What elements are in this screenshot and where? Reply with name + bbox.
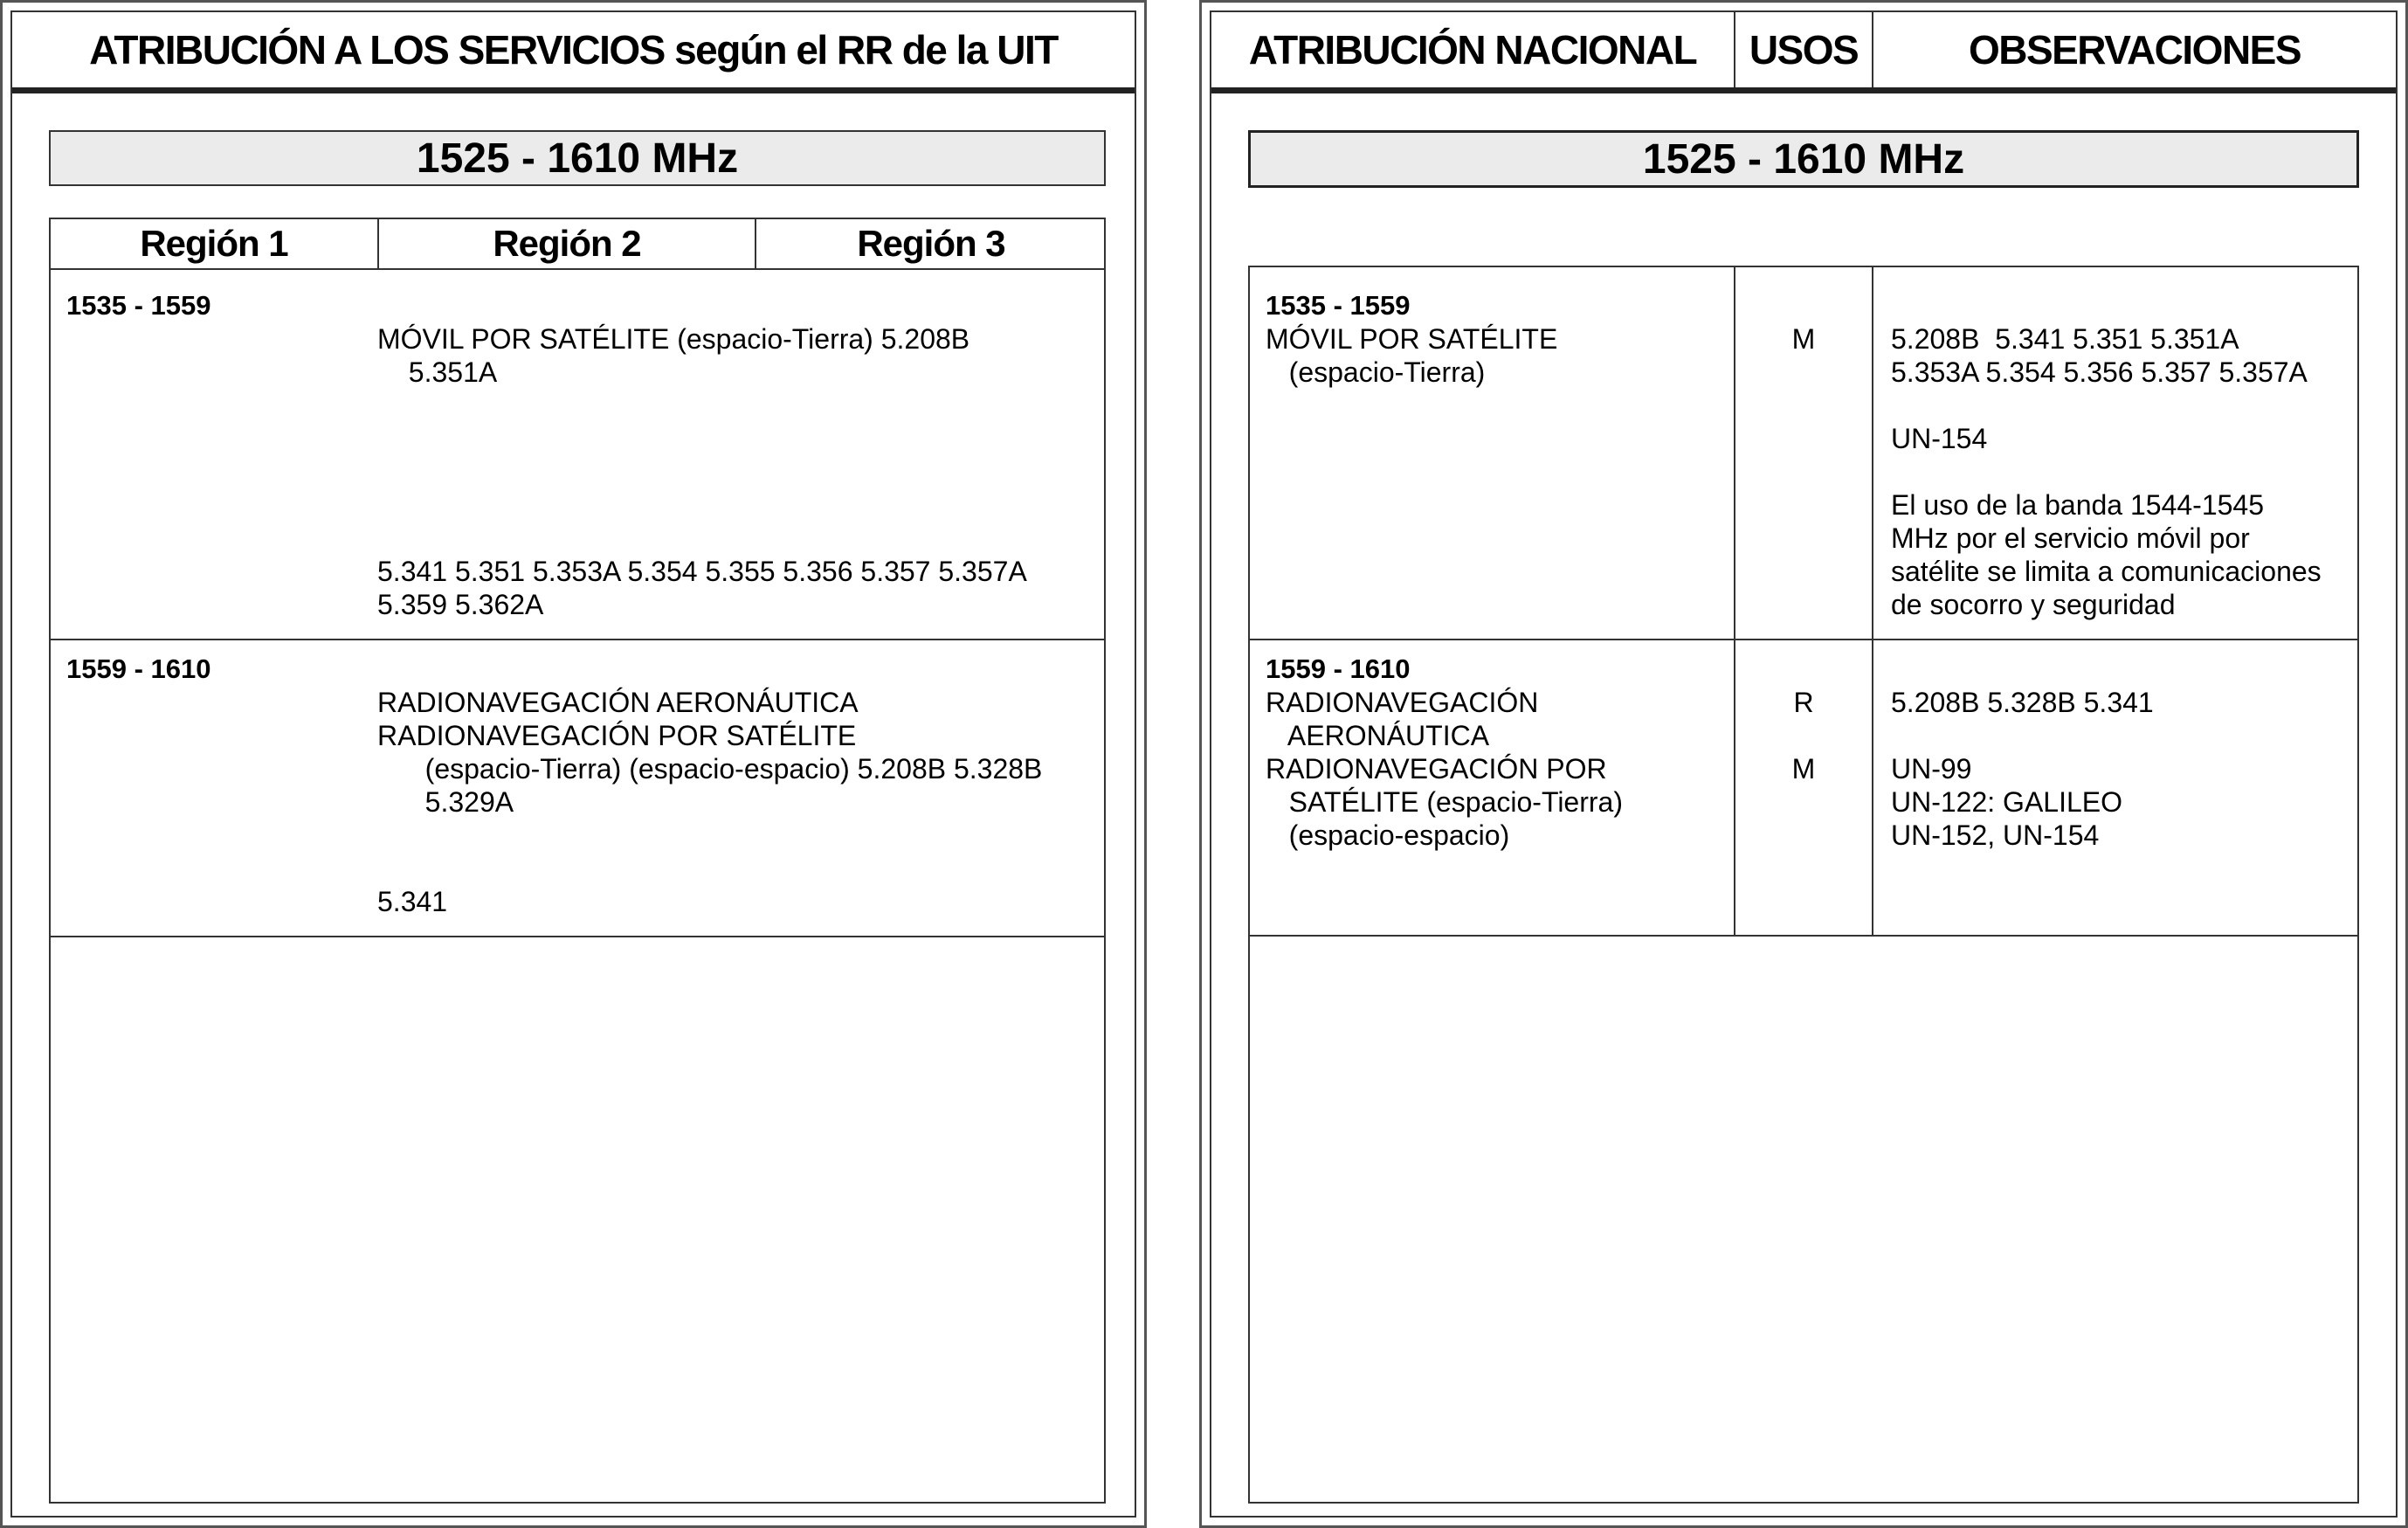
header-observaciones: OBSERVACIONES	[1968, 27, 2301, 73]
national-header	[1211, 12, 2396, 93]
row-divider	[51, 268, 1104, 270]
obs-line: 5.353A 5.354 5.356 5.357 5.357A	[1891, 356, 2308, 388]
row-divider	[51, 936, 1104, 937]
itu-header	[12, 12, 1135, 93]
obs-line: 5.208B 5.328B 5.341	[1891, 687, 2154, 718]
obs-line: MHz por el servicio móvil por	[1891, 522, 2250, 554]
column-divider	[755, 219, 756, 268]
region-1-header: Región 1	[140, 223, 288, 264]
footnote-line: 5.359 5.362A	[377, 589, 544, 620]
itu-page-frame	[10, 10, 1136, 1518]
row-range: 1535 - 1559	[66, 290, 211, 321]
column-divider	[1734, 267, 1735, 935]
national-page-frame	[1210, 10, 2398, 1518]
region-2-header: Región 2	[493, 223, 641, 264]
usos-code: M	[1791, 753, 1816, 785]
service-line: MÓVIL POR SATÉLITE (espacio-Tierra) 5.208B	[377, 323, 970, 355]
service-line: 5.329A	[402, 786, 514, 818]
column-divider	[377, 219, 379, 268]
row-range: 1559 - 1610	[66, 653, 211, 684]
itu-allocation-table	[49, 218, 1106, 1504]
row-divider	[1250, 639, 2357, 640]
obs-line: de socorro y seguridad	[1891, 589, 2176, 620]
region-3-header: Región 3	[857, 223, 1005, 264]
row-divider	[1250, 935, 2357, 937]
header-usos: USOS	[1749, 27, 1859, 73]
obs-line: UN-122: GALILEO	[1891, 786, 2122, 818]
footnote-line: 5.341	[377, 886, 448, 917]
obs-line: satélite se limita a comunicaciones	[1891, 556, 2322, 587]
footnote-line: 5.341 5.351 5.353A 5.354 5.355 5.356 5.357 5.357A	[377, 556, 1027, 587]
national-allocation-table	[1248, 266, 2359, 1504]
row-range: 1559 - 1610	[1266, 653, 1411, 684]
band-title: 1525 - 1610 MHz	[49, 130, 1106, 186]
obs-line: UN-154	[1891, 423, 1988, 454]
column-divider	[1872, 267, 1873, 935]
usos-code: M	[1791, 323, 1816, 355]
service-line: RADIONAVEGACIÓN AERONÁUTICA	[377, 687, 859, 718]
usos-code: R	[1793, 687, 1814, 718]
national-allocation-page	[1199, 0, 2408, 1528]
obs-line: 5.208B 5.341 5.351 5.351A	[1891, 323, 2239, 355]
itu-header-title: ATRIBUCIÓN A LOS SERVICIOS según el RR de la UIT	[89, 27, 1058, 73]
service-line: RADIONAVEGACIÓN POR SATÉLITE	[377, 720, 857, 751]
obs-line: UN-99	[1891, 753, 1972, 785]
row-range: 1535 - 1559	[1266, 290, 1411, 321]
service-line: (espacio-Tierra) (espacio-espacio) 5.208B 5.328B	[402, 753, 1043, 785]
service-line: 5.351A	[393, 356, 498, 388]
band-title: 1525 - 1610 MHz	[1248, 130, 2359, 188]
header-atribucion-nacional: ATRIBUCIÓN NACIONAL	[1248, 27, 1697, 73]
obs-line: UN-152, UN-154	[1891, 819, 2100, 851]
service-line: SATÉLITE (espacio-Tierra)	[1266, 786, 1623, 818]
row-divider	[51, 639, 1104, 640]
obs-line: El uso de la banda 1544-1545	[1891, 489, 2265, 521]
service-line: RADIONAVEGACIÓN POR	[1266, 753, 1607, 785]
service-line: AERONÁUTICA	[1266, 720, 1490, 751]
service-line: MÓVIL POR SATÉLITE	[1266, 323, 1558, 355]
service-line: (espacio-espacio)	[1266, 819, 1510, 851]
service-line: RADIONAVEGACIÓN	[1266, 687, 1539, 718]
itu-allocation-page	[0, 0, 1147, 1528]
service-line: (espacio-Tierra)	[1266, 356, 1486, 388]
